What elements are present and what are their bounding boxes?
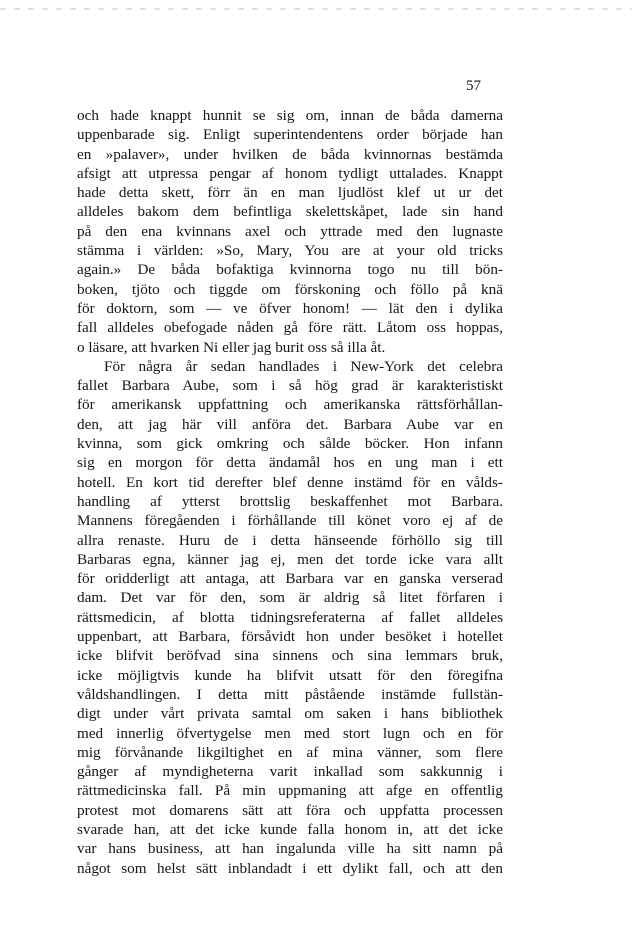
text-line: en »palaver», under hvilken de båda kvinnornas bestämda	[77, 145, 503, 163]
text-line: kvinna, som gick omkring och sålde böcker. Hon infann	[77, 435, 503, 453]
text-line: mig förvånande likgiltighet en af mina vänner, som flere	[77, 743, 503, 761]
text-line: alldeles bakom dem befintliga skelettskåpet, lade sin hand	[77, 203, 503, 221]
text-line: allra renaste. Huru de i detta hänseende förhöllo sig till	[77, 531, 503, 549]
text-line: hotell. En kort tid derefter blef denne instämd för en vålds-	[77, 473, 503, 491]
text-line: sig en morgon för detta ändamål hos en ung man i ett	[77, 454, 503, 472]
text-line: handling af ytterst brottslig beskaffenhet mot Barbara.	[77, 492, 503, 510]
text-line: rättsmedicin, af blotta tidningsreferaterna af fallet alldeles	[77, 608, 503, 626]
text-line: på den ena kvinnans axel och yttrade med den lugnaste	[77, 222, 503, 240]
text-line: för amerikansk uppfattning och amerikanska rättsförhållan-	[77, 396, 503, 414]
paragraph-end-line: o läsare, att hvarken Ni eller jag burit oss så illa åt.	[77, 338, 386, 356]
text-line: icke blifvit beröfvad sina sinnens och sina lemmars bruk,	[77, 647, 503, 665]
text-line: digt under vårt privata samtal om saken i hans bibliothek	[77, 705, 503, 723]
text-line: dam. Det var för den, som är aldrig så litet förfaren i	[77, 589, 503, 607]
text-line: och hade knappt hunnit se sig om, innan de båda damerna	[77, 107, 503, 124]
text-line: svarade han, att det icke kunde falla honom in, att det icke	[77, 820, 503, 838]
text-line: den, att jag här vill anföra det. Barbara Aube var en	[77, 415, 503, 433]
text-line: uppenbarade sig. Enligt superintendentens order började han	[77, 126, 503, 144]
text-line: fall alldeles obefogade nåden gå före rätt. Låtom oss hoppas,	[77, 319, 503, 337]
text-line: uppenbart, att Barbara, försåvidt hon under besöket i hotellet	[77, 628, 503, 646]
text-line: again.» De båda bofaktiga kvinnorna togo nu till bön-	[77, 261, 503, 279]
paragraph-start-line: För några år sedan handlades i New-York det celebra	[104, 357, 503, 375]
text-line: våldshandlingen. I detta mitt påstående instämde fullstän-	[77, 685, 503, 703]
text-line: stämma i världen: »So, Mary, You are at your old tricks	[77, 242, 503, 260]
text-line: något som helst sätt inblandadt i ett dylikt fall, och att den	[77, 859, 503, 877]
text-line: icke möjligtvis kunde ha blifvit utsatt för den föregifna	[77, 666, 503, 684]
text-line: afsigt att utpressa pengar af honom tydligt uttalades. Knappt	[77, 164, 503, 182]
text-line: för doktorn, som — ve öfver honom! — lät den i dylika	[77, 299, 503, 317]
scan-edge-artifact	[0, 8, 632, 10]
text-line: boken, tjöto och tiggde om förskoning och föllo på knä	[77, 280, 503, 298]
text-line: med innerlig öfvertygelse men med stort lugn och en för	[77, 724, 503, 742]
text-line: hade detta skett, förr än en man ljudlöst klef ut ur det	[77, 184, 503, 202]
text-line: för oridderligt att antaga, att Barbara var en ganska verserad	[77, 570, 503, 588]
text-line: Barbaras egna, känner jag ej, men det torde icke vara allt	[77, 550, 503, 568]
text-line: var hans business, att han ingalunda ville ha sitt namn på	[77, 840, 503, 858]
text-line: Mannens föregåenden i förhållande till könet voro ej af de	[77, 512, 503, 530]
text-line: gånger af myndigheterna varit inkallad som sakkunnig i	[77, 763, 503, 781]
text-line: fallet Barbara Aube, som i så hög grad är karakteristiskt	[77, 377, 503, 395]
text-line: protest mot domarens sätt att föra och uppfatta processen	[77, 801, 503, 819]
text-line: rättmedicinska fall. På min uppmaning att afge en offentlig	[77, 782, 503, 800]
body-text	[77, 106, 503, 878]
page-number: 57	[466, 78, 481, 94]
